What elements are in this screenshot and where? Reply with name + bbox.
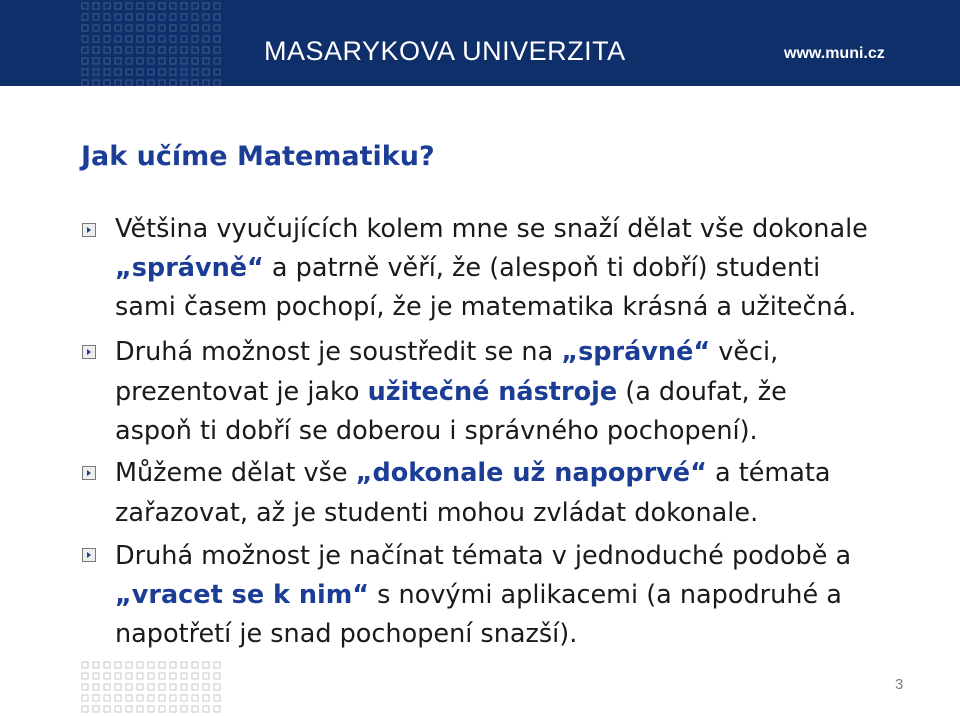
dot-square — [159, 695, 165, 701]
dot-square — [104, 673, 110, 679]
dot-square — [192, 25, 198, 31]
dot-square — [181, 69, 187, 75]
dot-square — [203, 58, 209, 64]
dot-square — [104, 80, 110, 86]
dot-square — [214, 662, 220, 668]
dot-square — [115, 69, 121, 75]
dot-square — [82, 662, 88, 668]
dot-square — [148, 58, 154, 64]
dot-square — [203, 662, 209, 668]
bullet-square-icon — [82, 548, 98, 563]
dot-square — [115, 673, 121, 679]
dot-square — [148, 36, 154, 42]
dot-square — [159, 58, 165, 64]
dot-square — [126, 80, 132, 86]
dot-square — [203, 706, 209, 712]
dot-square — [181, 3, 187, 9]
dot-square — [192, 3, 198, 9]
dot-square — [192, 36, 198, 42]
dot-square — [214, 47, 220, 53]
dot-square — [181, 80, 187, 86]
dot-square — [104, 69, 110, 75]
dot-square — [214, 25, 220, 31]
dot-square — [115, 47, 121, 53]
dot-square — [126, 69, 132, 75]
bullet-2-line-3: aspoň ti dobří se doberou i správného pochopení). — [115, 416, 758, 446]
dot-square — [170, 695, 176, 701]
dot-square — [214, 69, 220, 75]
dot-square — [192, 706, 198, 712]
university-logo-text: MASARYKOVA UNIVERZITA — [264, 36, 626, 66]
dot-square — [148, 673, 154, 679]
dot-square — [126, 25, 132, 31]
dot-square — [126, 3, 132, 9]
dot-square — [104, 58, 110, 64]
bullet-1-line-3: sami časem pochopí, že je matematika krásná a užitečná. — [115, 292, 857, 322]
dot-square — [159, 25, 165, 31]
dot-square — [93, 25, 99, 31]
dot-square — [82, 80, 88, 86]
dot-square — [159, 3, 165, 9]
dot-square — [104, 36, 110, 42]
emphasis-text: „správně“ — [115, 253, 264, 283]
dot-square — [203, 684, 209, 690]
dot-square — [115, 695, 121, 701]
dot-square — [203, 25, 209, 31]
dot-square — [203, 673, 209, 679]
dot-square — [170, 69, 176, 75]
emphasis-text: „vracet se k nim“ — [115, 580, 370, 610]
dot-square — [137, 14, 143, 20]
dot-square — [115, 58, 121, 64]
dot-square — [170, 706, 176, 712]
dot-square — [214, 706, 220, 712]
dot-square — [104, 695, 110, 701]
dot-square — [93, 662, 99, 668]
dot-square — [192, 662, 198, 668]
dot-square — [115, 662, 121, 668]
dot-square — [148, 14, 154, 20]
dot-square — [148, 684, 154, 690]
dot-square — [93, 47, 99, 53]
dot-square — [93, 706, 99, 712]
dot-square — [137, 684, 143, 690]
dot-square — [159, 706, 165, 712]
dot-square — [170, 14, 176, 20]
dot-square — [192, 673, 198, 679]
dot-square — [170, 3, 176, 9]
dot-square — [192, 14, 198, 20]
dot-square — [115, 706, 121, 712]
dot-square — [93, 673, 99, 679]
dot-square — [192, 684, 198, 690]
dot-square — [104, 706, 110, 712]
emphasis-text: „dokonale už napoprvé“ — [355, 458, 707, 488]
page-number: 3 — [895, 676, 904, 693]
dot-square — [93, 80, 99, 86]
dot-square — [115, 3, 121, 9]
website-link[interactable]: www.muni.cz — [784, 45, 885, 62]
dot-square — [170, 80, 176, 86]
bullet-2-line-2: prezentovat je jako užitečné nástroje (a doufat, že — [115, 377, 787, 407]
dot-square — [214, 14, 220, 20]
dot-square — [203, 695, 209, 701]
dot-square — [126, 47, 132, 53]
bullet-square-icon — [82, 466, 98, 481]
dot-square — [137, 673, 143, 679]
header-bar — [0, 0, 960, 86]
dot-square — [159, 69, 165, 75]
dot-square — [214, 695, 220, 701]
dot-square — [170, 58, 176, 64]
dot-square — [137, 69, 143, 75]
dot-square — [93, 3, 99, 9]
slide-title: Jak učíme Matematiku? — [81, 141, 435, 172]
bullet-1-line-2: „správně“ a patrně věří, že (alespoň ti dobří) studenti — [115, 253, 821, 283]
dot-square — [203, 80, 209, 86]
dot-square — [203, 36, 209, 42]
dot-square — [82, 69, 88, 75]
dot-square — [148, 80, 154, 86]
dot-square — [126, 673, 132, 679]
dot-square — [115, 684, 121, 690]
dot-square — [82, 14, 88, 20]
dot-square — [104, 47, 110, 53]
dot-square — [115, 14, 121, 20]
dot-square — [214, 684, 220, 690]
dot-square — [170, 25, 176, 31]
dot-square — [181, 695, 187, 701]
dot-square — [148, 25, 154, 31]
dot-square — [170, 673, 176, 679]
dot-square — [126, 706, 132, 712]
bullet-square-icon — [82, 223, 98, 238]
bullet-4-line-2: „vracet se k nim“ s novými aplikacemi (a napodruhé a — [115, 580, 842, 610]
dot-square — [192, 695, 198, 701]
dot-square — [214, 58, 220, 64]
dot-square — [82, 58, 88, 64]
dot-square — [82, 684, 88, 690]
dot-square — [137, 36, 143, 42]
dot-square — [126, 58, 132, 64]
dot-square — [104, 684, 110, 690]
dot-square — [159, 673, 165, 679]
dot-square — [203, 3, 209, 9]
dot-square — [159, 36, 165, 42]
dot-square — [93, 695, 99, 701]
dot-square — [104, 14, 110, 20]
dot-square — [115, 80, 121, 86]
dot-square — [137, 47, 143, 53]
dot-square — [214, 36, 220, 42]
dot-square — [82, 673, 88, 679]
bullet-square-icon — [82, 345, 98, 360]
dot-square — [137, 3, 143, 9]
dot-square — [181, 25, 187, 31]
dot-square — [192, 80, 198, 86]
dot-square — [148, 3, 154, 9]
dot-square — [82, 25, 88, 31]
dot-square — [137, 706, 143, 712]
dot-square — [93, 684, 99, 690]
dot-square — [170, 684, 176, 690]
dot-square — [203, 69, 209, 75]
dot-square — [82, 47, 88, 53]
footer-dot-pattern — [80, 659, 230, 716]
dot-square — [159, 14, 165, 20]
dot-square — [181, 706, 187, 712]
dot-square — [159, 80, 165, 86]
dot-square — [203, 14, 209, 20]
dot-square — [148, 47, 154, 53]
dot-square — [148, 706, 154, 712]
dot-square — [181, 684, 187, 690]
dot-square — [214, 3, 220, 9]
emphasis-text: užitečné nástroje — [367, 377, 618, 407]
dot-square — [181, 662, 187, 668]
dot-square — [126, 14, 132, 20]
dot-square — [214, 80, 220, 86]
dot-square — [148, 69, 154, 75]
dot-square — [170, 36, 176, 42]
dot-square — [93, 69, 99, 75]
bullet-3-line-2: zařazovat, až je studenti mohou zvládat dokonale. — [115, 498, 759, 528]
dot-square — [137, 695, 143, 701]
bullet-2-line-1: Druhá možnost je soustředit se na „správné“ věci, — [115, 337, 779, 367]
dot-square — [148, 695, 154, 701]
dot-square — [159, 662, 165, 668]
bullet-3-line-1: Můžeme dělat vše „dokonale už napoprvé“ a témata — [115, 458, 831, 488]
dot-square — [192, 69, 198, 75]
bullet-4-line-3: napotřetí je snad pochopení snazší). — [115, 619, 578, 649]
dot-square — [181, 58, 187, 64]
dot-square — [137, 58, 143, 64]
dot-square — [181, 14, 187, 20]
dot-square — [82, 706, 88, 712]
dot-square — [170, 47, 176, 53]
dot-square — [159, 684, 165, 690]
dot-square — [148, 662, 154, 668]
emphasis-text: „správné“ — [561, 337, 711, 367]
dot-square — [181, 47, 187, 53]
dot-square — [93, 58, 99, 64]
dot-square — [104, 662, 110, 668]
dot-square — [126, 684, 132, 690]
dot-square — [192, 47, 198, 53]
dot-square — [93, 36, 99, 42]
dot-square — [93, 14, 99, 20]
dot-square — [181, 36, 187, 42]
dot-square — [104, 25, 110, 31]
header-dot-pattern — [80, 0, 230, 86]
dot-square — [126, 662, 132, 668]
dot-square — [126, 695, 132, 701]
dot-square — [137, 25, 143, 31]
dot-square — [192, 58, 198, 64]
dot-square — [115, 25, 121, 31]
dot-square — [214, 673, 220, 679]
bullet-4-line-1: Druhá možnost je načínat témata v jednoduché podobě a — [115, 541, 852, 571]
dot-square — [126, 36, 132, 42]
bullet-1-line-1: Většina vyučujících kolem mne se snaží dělat vše dokonale — [115, 214, 868, 244]
dot-square — [82, 3, 88, 9]
dot-square — [82, 36, 88, 42]
dot-square — [181, 673, 187, 679]
dot-square — [170, 662, 176, 668]
dot-square — [203, 47, 209, 53]
dot-square — [159, 47, 165, 53]
dot-square — [82, 695, 88, 701]
dot-square — [137, 662, 143, 668]
dot-square — [104, 3, 110, 9]
dot-square — [115, 36, 121, 42]
dot-square — [137, 80, 143, 86]
